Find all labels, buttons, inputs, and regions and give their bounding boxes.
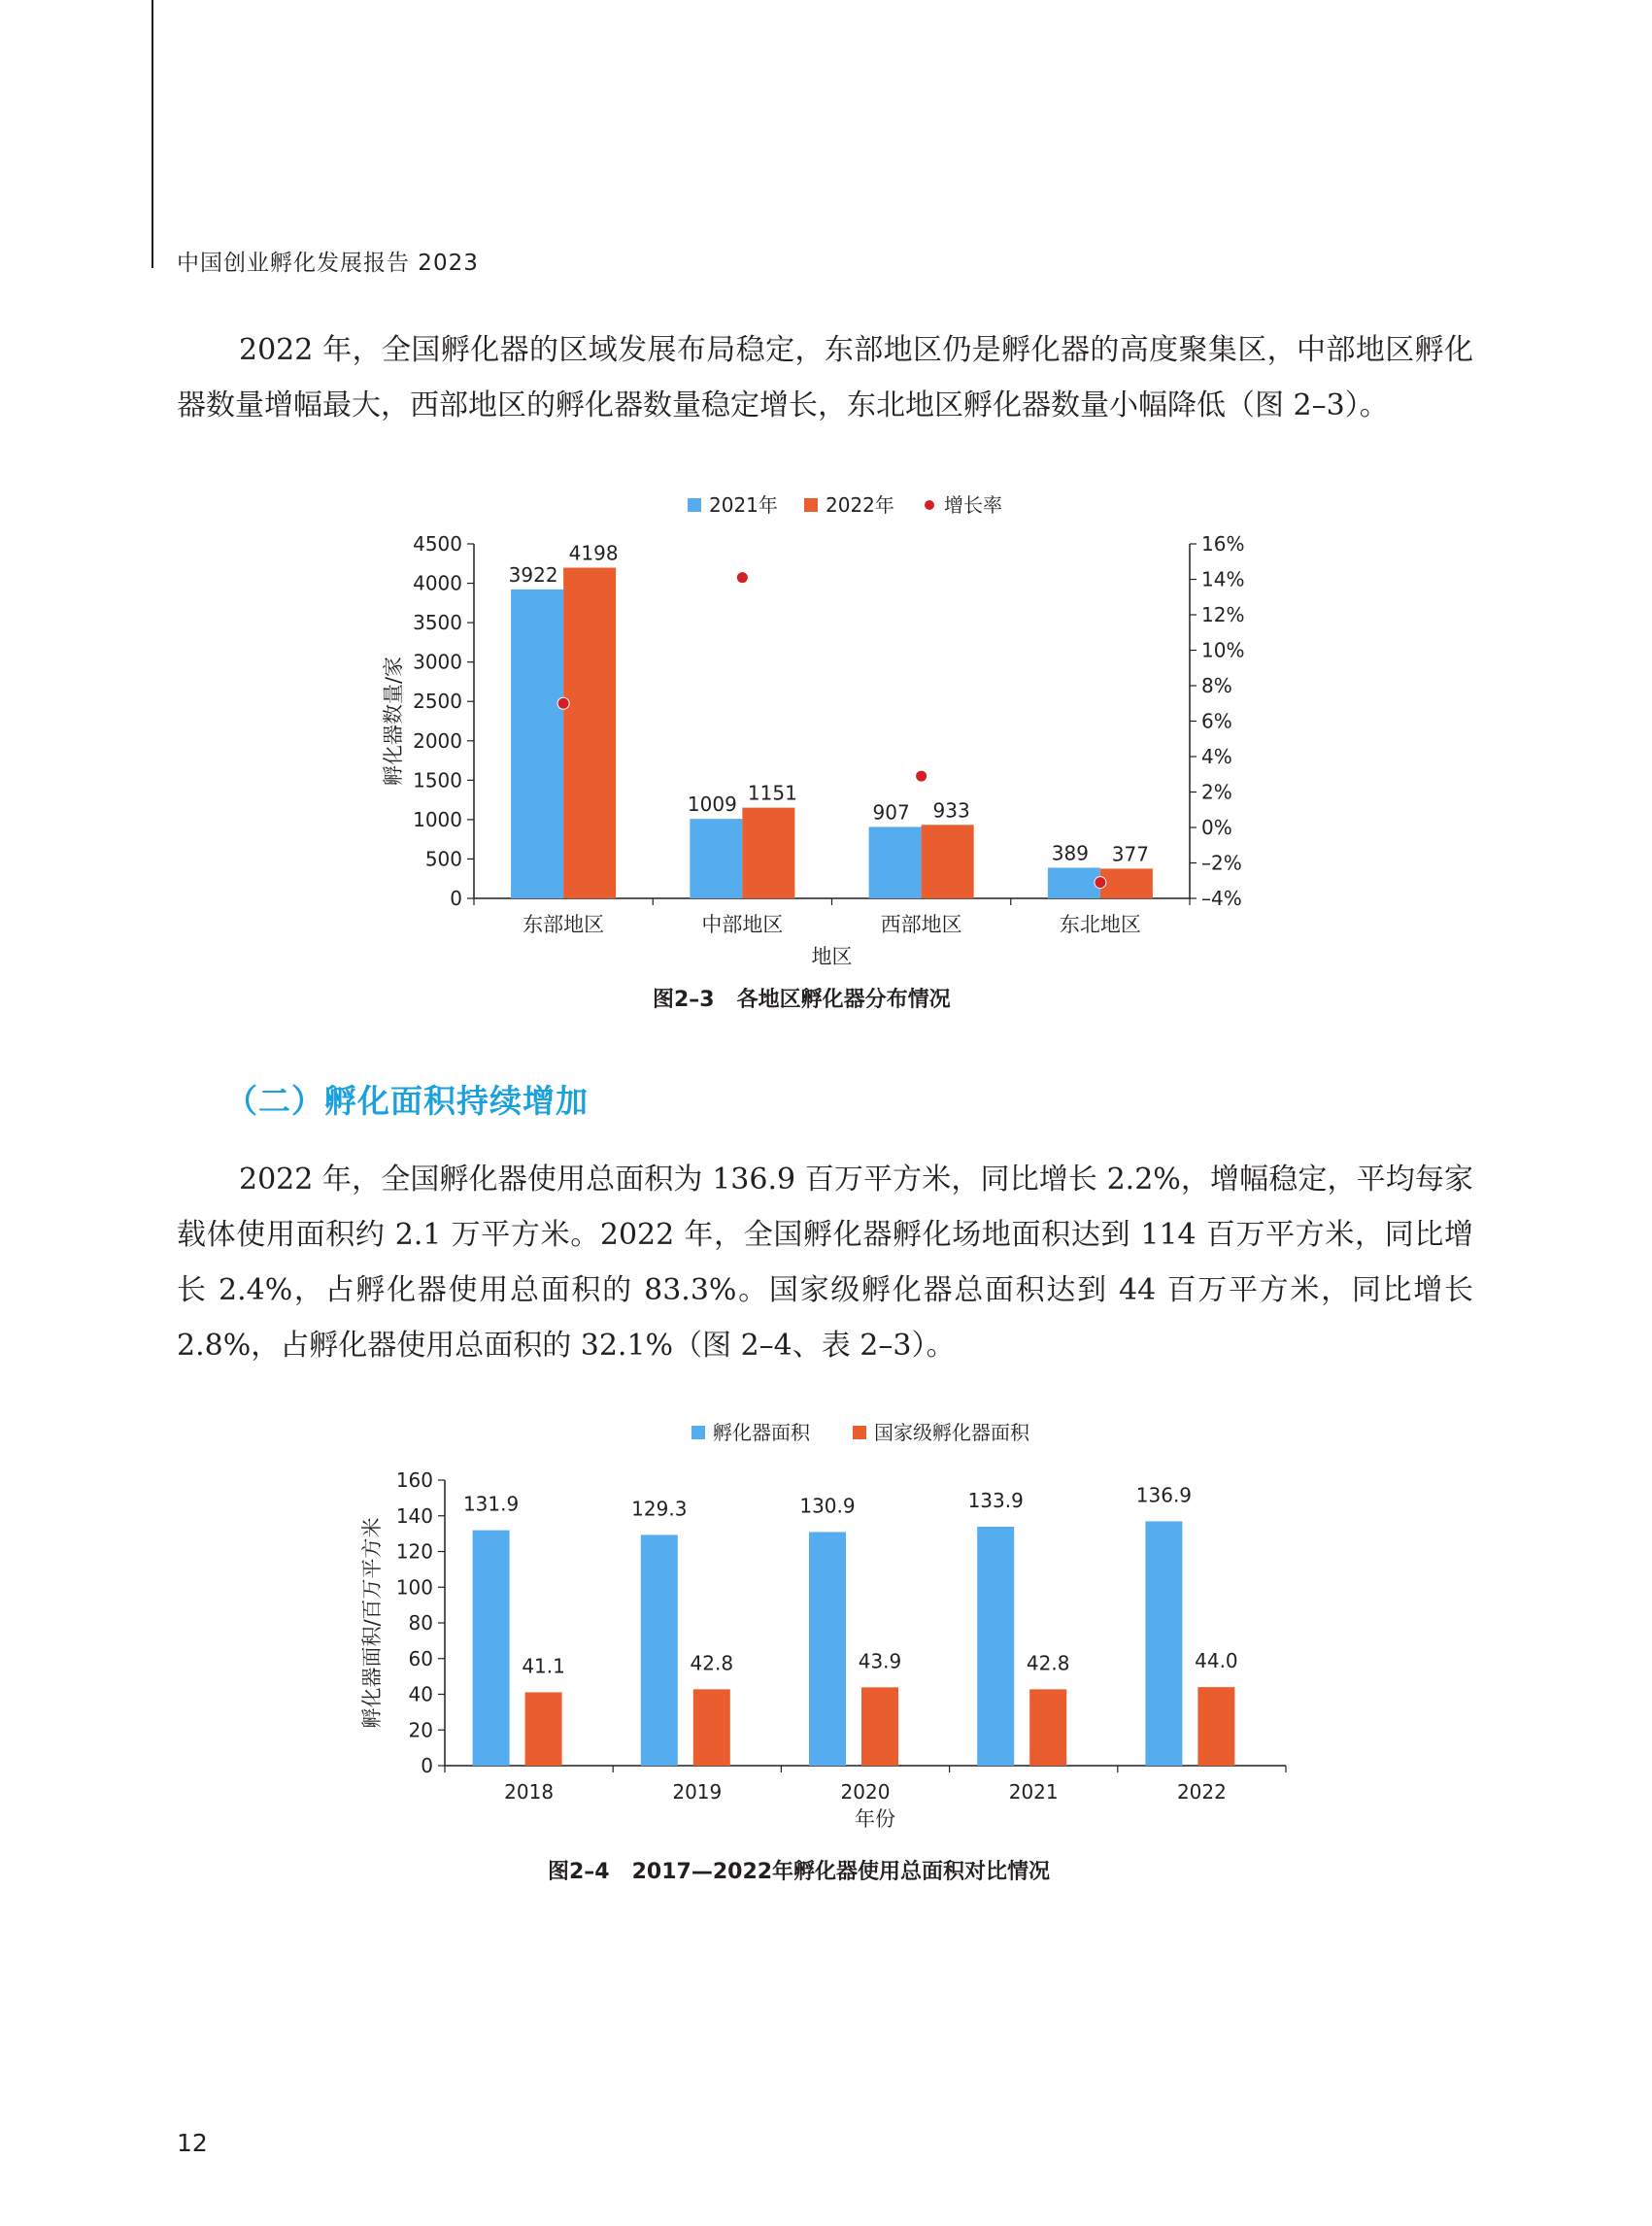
data-label: 43.9 <box>858 1649 902 1673</box>
x-tick-label: 2018 <box>504 1780 555 1804</box>
bar <box>525 1692 562 1766</box>
x-tick-label: 2020 <box>840 1780 891 1804</box>
data-label: 131.9 <box>462 1492 520 1516</box>
y-tick-label: 2000 <box>413 728 462 753</box>
bar <box>473 1531 510 1766</box>
data-label: 133.9 <box>967 1488 1024 1512</box>
legend-marker <box>925 500 934 510</box>
data-label: 136.9 <box>1135 1483 1193 1507</box>
bar <box>809 1532 846 1766</box>
legend-label: 2022年 <box>826 493 894 517</box>
running-header: 中国创业孵化发展报告 2023 <box>177 251 479 276</box>
y-tick-label: 4000 <box>413 571 462 595</box>
y-tick-label: 0 <box>421 1754 433 1777</box>
bar <box>641 1535 678 1766</box>
legend-swatch <box>691 1426 705 1439</box>
y2-tick-label: 6% <box>1201 709 1232 733</box>
y-tick-label: 3500 <box>413 611 462 635</box>
bar <box>977 1527 1014 1766</box>
y2-tick-label: 8% <box>1201 674 1232 697</box>
y-tick-label: 80 <box>408 1611 433 1635</box>
legend-swatch <box>853 1426 866 1439</box>
y-tick-label: 140 <box>395 1503 433 1528</box>
bar <box>1145 1521 1182 1766</box>
paragraph-text: 2022 年，全国孵化器的区域发展布局稳定，东部地区仍是孵化器的高度聚集区，中部地区孵化器数量增幅最大，西部地区的孵化器数量稳定增长，东北地区孵化器数量小幅降低（图 2–3）。 <box>177 333 1473 422</box>
data-label: 129.3 <box>631 1497 688 1521</box>
bar <box>1029 1689 1066 1766</box>
bar <box>922 825 974 898</box>
section-heading: （二）孵化面积持续增加 <box>225 1082 589 1120</box>
paragraph-regional <box>177 322 1473 433</box>
legend-label: 增长率 <box>944 493 1002 517</box>
x-tick-label: 2022 <box>1176 1780 1227 1804</box>
bar <box>693 1689 730 1766</box>
y2-tick-label: 12% <box>1201 603 1245 626</box>
y-tick-label: 20 <box>408 1718 433 1742</box>
growth-rate-point <box>1095 877 1106 889</box>
x-tick-label: 2021 <box>1008 1780 1059 1804</box>
growth-rate-point <box>916 770 927 782</box>
data-label: 44.0 <box>1195 1649 1238 1673</box>
data-label: 130.9 <box>799 1494 856 1518</box>
y2-tick-label: –4% <box>1201 887 1242 910</box>
data-label: 933 <box>932 798 970 823</box>
x-tick-label: 中部地区 <box>701 913 784 936</box>
legend-swatch <box>804 498 818 512</box>
y2-tick-label: 10% <box>1201 638 1245 662</box>
bar <box>1100 868 1153 898</box>
y-axis-title: 孵化器数量/家 <box>382 656 405 787</box>
y2-tick-label: 4% <box>1201 745 1232 768</box>
growth-rate-point <box>557 697 569 709</box>
bar <box>1048 867 1100 898</box>
data-label: 4198 <box>568 541 619 565</box>
data-label: 42.8 <box>1026 1651 1070 1675</box>
y2-tick-label: 14% <box>1201 567 1245 591</box>
figure-caption-2-3: 图2–3 各地区孵化器分布情况 <box>653 988 951 1012</box>
bar <box>861 1687 898 1766</box>
legend-label: 孵化器面积 <box>713 1421 810 1444</box>
legend-label: 国家级孵化器面积 <box>874 1421 1029 1444</box>
y-tick-label: 3000 <box>413 650 462 674</box>
y-tick-label: 2500 <box>413 690 462 714</box>
data-label: 389 <box>1051 841 1089 865</box>
x-tick-label: 东北地区 <box>1059 913 1141 936</box>
growth-rate-point <box>736 572 748 584</box>
y-tick-label: 160 <box>395 1468 433 1492</box>
data-label: 41.1 <box>522 1654 565 1678</box>
x-tick-label: 西部地区 <box>880 913 962 936</box>
y-tick-label: 120 <box>395 1539 433 1564</box>
y-tick-label: 500 <box>424 847 462 871</box>
bar <box>690 819 742 898</box>
bar <box>563 567 616 898</box>
y-tick-label: 0 <box>450 887 462 910</box>
legend-label: 2021年 <box>709 493 778 517</box>
chart-regional-distribution <box>0 476 1652 981</box>
data-label: 3922 <box>508 562 558 587</box>
page-number: 12 <box>177 2129 208 2157</box>
paragraph-text: 2022 年，全国孵化器使用总面积为 136.9 百万平方米，同比增长 2.2%，增幅稳定，平均每家载体使用面积约 2.1 万平方米。2022 年，全国孵化器孵化场地面积达到 114 百万平方米，同比增长 2.4%，占孵化器使用总面积的 83.3%。国家级孵化器总面积达到 44 百万平方米，同比增长 2.8%，占孵化器使用总面积的 32.1%（图 2–4、表 2–3）。 <box>177 1163 1473 1363</box>
y2-tick-label: 16% <box>1201 532 1245 556</box>
y2-tick-label: 0% <box>1201 816 1232 839</box>
data-label: 377 <box>1111 842 1149 866</box>
data-label: 1151 <box>747 781 797 805</box>
bar <box>742 808 794 898</box>
y-tick-label: 1500 <box>413 768 462 793</box>
y2-tick-label: 2% <box>1201 780 1232 804</box>
y-axis-title: 孵化器面积/百万平方米 <box>360 1517 384 1729</box>
margin-rule <box>152 0 153 268</box>
x-tick-label: 东部地区 <box>523 913 605 936</box>
y-tick-label: 1000 <box>413 807 462 831</box>
y2-tick-label: –2% <box>1201 851 1242 875</box>
legend-swatch <box>688 498 701 512</box>
x-axis-title: 地区 <box>811 945 853 968</box>
paragraph-area <box>177 1152 1473 1373</box>
y-tick-label: 60 <box>408 1646 433 1670</box>
bar <box>869 826 922 898</box>
data-label: 42.8 <box>690 1651 734 1675</box>
y-tick-label: 100 <box>395 1575 433 1600</box>
chart-area-comparison <box>0 1399 1652 1845</box>
figure-caption-2-4: 图2–4 2017—2022年孵化器使用总面积对比情况 <box>548 1860 1051 1884</box>
data-label: 1009 <box>687 793 737 817</box>
x-tick-label: 2019 <box>672 1780 723 1804</box>
x-axis-title: 年份 <box>855 1807 895 1831</box>
bar <box>1197 1687 1234 1766</box>
bar <box>511 590 563 898</box>
data-label: 907 <box>872 800 910 825</box>
y-tick-label: 40 <box>408 1682 433 1706</box>
y-tick-label: 4500 <box>413 532 462 556</box>
